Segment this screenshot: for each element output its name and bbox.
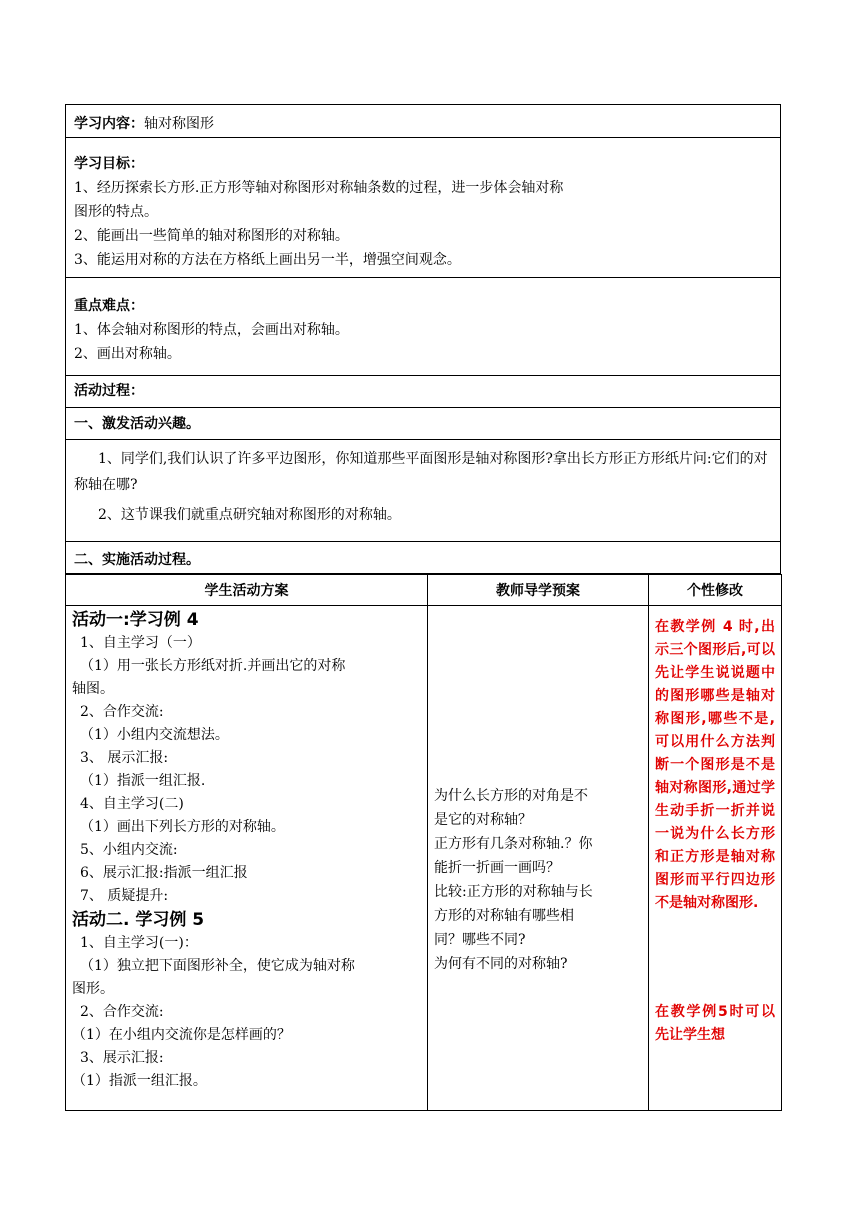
teacher-line: 为什么长方形的对角是不 — [434, 788, 588, 804]
activity-line: 轴图。 — [72, 681, 114, 697]
section1-body-row — [65, 440, 781, 542]
activity-line: 图形。 — [72, 981, 114, 997]
keypoints-row — [65, 278, 781, 376]
col-header-student: 学生活动方案 — [66, 575, 428, 606]
activity-table — [65, 574, 782, 1111]
teacher-line: 能折一折画一画吗？ — [434, 860, 560, 876]
col-header-notes: 个性修改 — [649, 575, 782, 606]
process-label: 活动过程： — [74, 383, 144, 399]
activity-line: 2、合作交流: — [80, 1004, 164, 1020]
activity-line: （1）小组内交流想法。 — [80, 727, 229, 743]
activity-line: 2、合作交流: — [80, 704, 164, 720]
activity-line: 6、展示汇报:指派一组汇报 — [80, 865, 248, 881]
goal-line: 1、经历探索长方形.正方形等轴对称图形对称轴条数的过程，进一步体会轴对称 — [74, 180, 564, 196]
teacher-line: 同？哪些不同? — [434, 932, 526, 948]
content-label: 学习内容： — [74, 116, 144, 132]
activity-line: （1）用一张长方形纸对折.并画出它的对称 — [80, 658, 346, 674]
note-paragraph: 在教学例5时可以先让学生想 — [655, 1004, 775, 1043]
note-paragraph: 在教学例 4 时,出示三个图形后,可以先让学生说说题中的图形哪些是轴对称图形,哪些不是,可以用什么方法判断一个图形是不是轴对称图形,通过学生动手折一折并说一说为什么长方形和正方形是轴对称图形而平行四边形不是轴对称图形. — [655, 619, 775, 911]
goals-row — [65, 138, 781, 278]
section1-paragraph: 1、同学们,我们认识了许多平边图形，你知道那些平面图形是轴对称图形?拿出长方形正方形纸片问:它们的对称轴在哪? — [74, 451, 768, 493]
section1-paragraph: 2、这节课我们就重点研究轴对称图形的对称轴。 — [98, 507, 401, 523]
section1-title-row — [65, 408, 781, 440]
goal-line: 3、能运用对称的方法在方格纸上画出另一半，增强空间观念。 — [74, 252, 461, 268]
activity-line: 4、自主学习(二) — [80, 796, 184, 812]
teacher-line: 方形的对称轴有哪些相 — [434, 908, 574, 924]
teacher-line: 是它的对称轴？ — [434, 812, 532, 828]
keypoint-line: 1、体会轴对称图形的特点，会画出对称轴。 — [74, 322, 349, 338]
process-row — [65, 376, 781, 408]
activity1-title: 活动一:学习例 4 — [72, 610, 199, 630]
goals-label: 学习目标： — [74, 156, 144, 172]
activity-line: 7、 质疑提升: — [80, 888, 169, 904]
lesson-plan-sheet — [65, 104, 781, 1111]
teacher-plan-cell — [428, 606, 649, 1111]
activity-line: （1）指派一组汇报。 — [72, 1073, 207, 1089]
content-row — [65, 104, 781, 138]
activity-line: （1）独立把下面图形补全，使它成为轴对称 — [80, 958, 355, 974]
goal-line: 图形的特点。 — [74, 204, 158, 220]
activity-line: 3、 展示汇报: — [80, 750, 169, 766]
col-header-teacher: 教师导学预案 — [428, 575, 649, 606]
activity-line: （1）画出下列长方形的对称轴。 — [80, 819, 285, 835]
activity-line: 1、自主学习(一)： — [80, 935, 198, 951]
teacher-line: 为何有不同的对称轴? — [434, 956, 568, 972]
notes-cell — [649, 606, 782, 1111]
section2-title-row — [65, 542, 781, 574]
table-header-row — [66, 575, 782, 606]
content-value: 轴对称图形 — [144, 116, 214, 132]
activity-line: 3、展示汇报: — [80, 1050, 164, 1066]
keypoints-label: 重点难点： — [74, 298, 144, 314]
student-plan-cell — [66, 606, 428, 1111]
teacher-line: 正方形有几条对称轴.？你 — [434, 836, 593, 852]
section2-title: 二、实施活动过程。 — [74, 552, 200, 568]
goal-line: 2、能画出一些简单的轴对称图形的对称轴。 — [74, 228, 349, 244]
activity-line: 1、自主学习（一） — [80, 635, 201, 651]
section1-title: 一、激发活动兴趣。 — [74, 416, 200, 432]
activity-line: 5、小组内交流: — [80, 842, 178, 858]
table-body-row — [66, 606, 782, 1111]
activity-line: （1）指派一组汇报. — [80, 773, 206, 789]
teacher-line: 比较:正方形的对称轴与长 — [434, 884, 593, 900]
activity-line: （1）在小组内交流你是怎样画的？ — [72, 1027, 291, 1043]
activity2-title: 活动二. 学习例 5 — [72, 910, 205, 930]
keypoint-line: 2、画出对称轴。 — [74, 346, 181, 362]
